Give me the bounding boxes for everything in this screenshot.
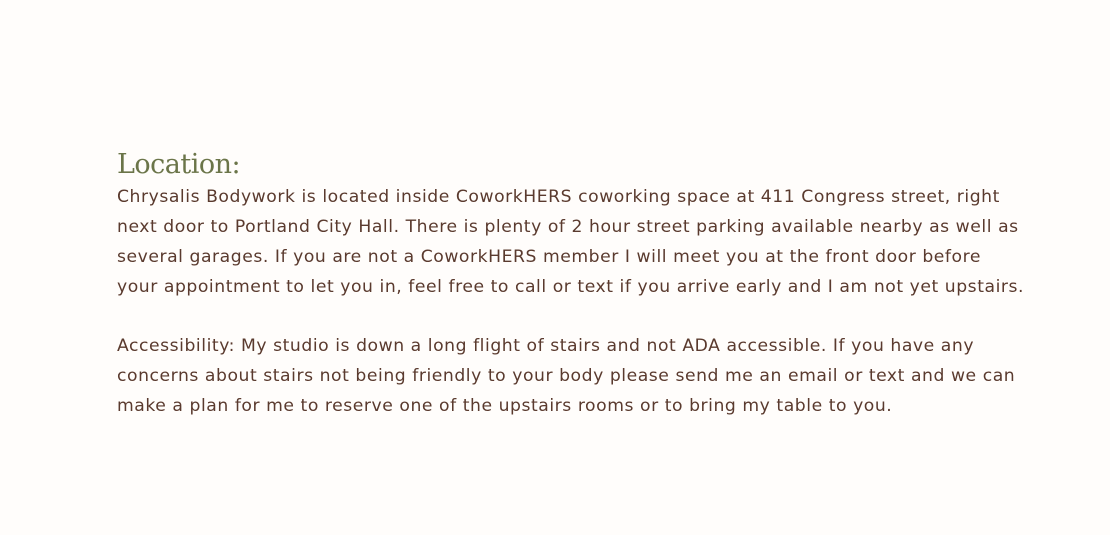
location-line: several garages. If you are not a CoworkHERS member I will meet you at the front door before — [117, 247, 981, 267]
location-line: next door to Portland City Hall. There is plenty of 2 hour street parking available nearby as well as — [117, 217, 1019, 237]
paragraph-spacer — [117, 302, 1067, 331]
location-heading: Location: — [117, 149, 241, 180]
accessibility-line: Accessibility: My studio is down a long flight of stairs and not ADA accessible. If you have any — [117, 336, 975, 356]
accessibility-line: make a plan for me to reserve one of the upstairs rooms or to bring my table to you. — [117, 396, 893, 416]
accessibility-paragraph — [117, 331, 1067, 421]
accessibility-line: concerns about stairs not being friendly to your body please send me an email or text and we can — [117, 366, 1016, 386]
location-line: Chrysalis Bodywork is located inside CoworkHERS coworking space at 411 Congress street, right — [117, 187, 1000, 207]
location-line: your appointment to let you in, feel free to call or text if you arrive early and I am not yet upstairs. — [117, 277, 1025, 297]
location-section — [117, 148, 1067, 421]
location-paragraph — [117, 182, 1067, 302]
